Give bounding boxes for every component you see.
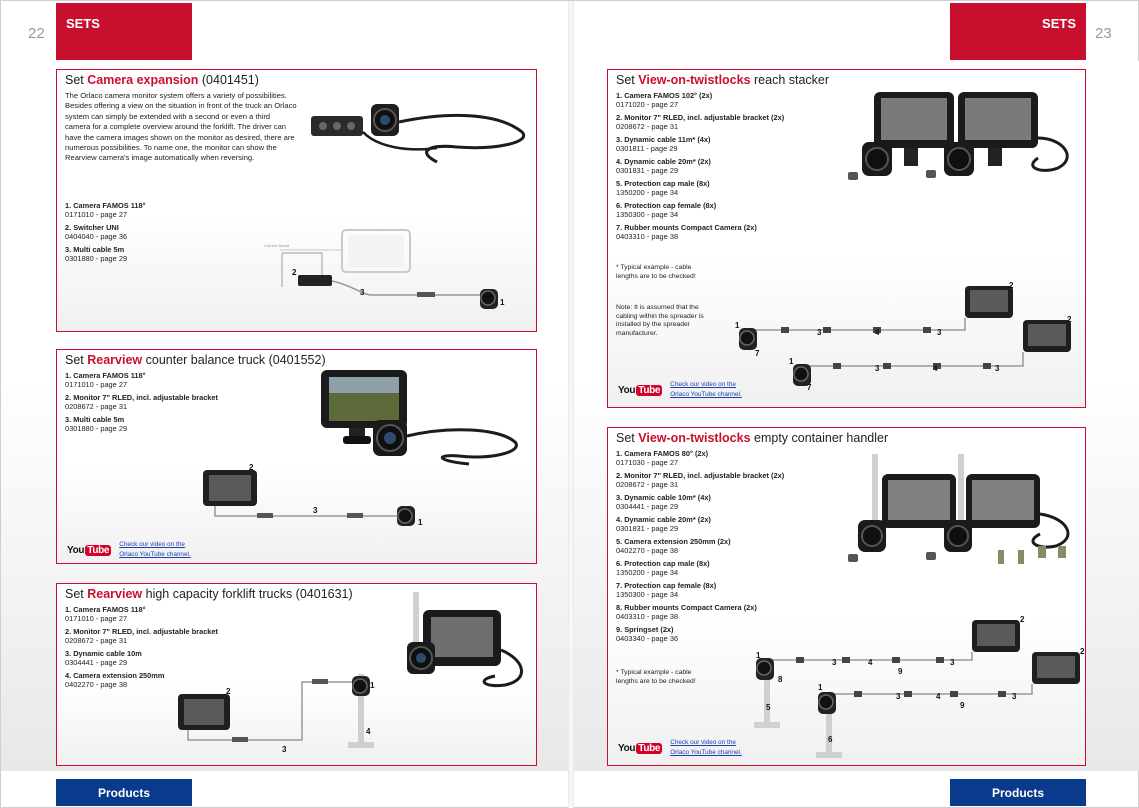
diagram-label: 2 bbox=[226, 687, 231, 696]
youtube-link-text[interactable]: Check our video on the Orlaco YouTube channel. bbox=[670, 739, 742, 756]
part-item: 5. Camera extension 250mm (2x) 0402270 - page 38 bbox=[616, 537, 731, 555]
youtube-link-text[interactable]: Check our video on the Orlaco YouTube channel. bbox=[670, 381, 742, 398]
part-item: 4. Dynamic cable 20m* (2x) 0301831 - page 29 bbox=[616, 515, 711, 533]
diagram-label: 1 bbox=[818, 683, 823, 692]
products-button-left[interactable]: Products bbox=[56, 779, 192, 806]
diagram-label: 3 bbox=[950, 658, 955, 667]
product-photo-monitor-camera-extension bbox=[405, 590, 535, 700]
section-tab-left: SETS bbox=[56, 3, 192, 60]
part-item: 9. Springset (2x) 0403340 - page 36 bbox=[616, 625, 679, 643]
part-item: 1. Camera FAMOS 118° 0171010 - page 27 bbox=[65, 201, 146, 219]
product-photo-dual-monitor-cameras bbox=[848, 88, 1083, 188]
diagram-label: 3 bbox=[937, 328, 942, 337]
part-item: 1. Camera FAMOS 102° (2x) 0171020 - page 27 bbox=[616, 91, 713, 109]
diagram-label: 2 bbox=[1009, 281, 1014, 290]
set-title: Set Camera expansion (0401451) bbox=[65, 73, 259, 87]
wiring-diagram bbox=[197, 462, 437, 532]
diagram-label: 2 bbox=[1080, 647, 1085, 656]
part-item: 6. Protection cap female (8x) 1350300 - page 34 bbox=[616, 201, 717, 219]
set-camera-expansion bbox=[56, 69, 537, 332]
product-photo-switcher-camera bbox=[307, 92, 532, 182]
part-item: 2. Monitor 7" RLED, incl. adjustable bracket 0208672 - page 31 bbox=[65, 393, 218, 411]
diagram-label: 1 bbox=[500, 298, 505, 307]
diagram-label-existing: Current Board bbox=[264, 243, 290, 248]
diagram-label: 2 bbox=[1020, 615, 1025, 624]
youtube-link[interactable] bbox=[618, 738, 742, 758]
set-rearview-high-capacity bbox=[56, 583, 537, 766]
diagram-label: 6 bbox=[828, 735, 833, 744]
part-item: 4. Dynamic cable 20m* (2x) 0301831 - page 29 bbox=[616, 157, 711, 175]
diagram-label: 8 bbox=[778, 675, 783, 684]
diagram-label: 2 bbox=[249, 463, 254, 472]
diagram-label: 1 bbox=[735, 321, 740, 330]
part-item: 8. Rubber mounts Compact Camera (2x) 0403310 - page 38 bbox=[616, 603, 757, 621]
part-item: 4. Camera extension 250mm 0402270 - page 38 bbox=[65, 671, 165, 689]
diagram-label: 7 bbox=[755, 349, 760, 358]
installation-note: Note: It is assumed that the cabling within the spreader is installed by the spreader manufacturer. bbox=[616, 304, 704, 337]
diagram-label: 1 bbox=[418, 518, 423, 527]
set-twistlocks-reach-stacker bbox=[607, 69, 1086, 408]
youtube-logo: You Tube bbox=[618, 384, 661, 396]
part-item: 1. Camera FAMOS 80° (2x) 0171030 - page 27 bbox=[616, 449, 709, 467]
set-title: Set View-on-twistlocks empty container handler bbox=[616, 431, 889, 445]
diagram-label: 5 bbox=[766, 703, 771, 712]
part-item: 2. Switcher UNI 0404040 - page 36 bbox=[65, 223, 128, 241]
products-button-right[interactable]: Products bbox=[950, 779, 1086, 806]
diagram-label: 4 bbox=[366, 727, 371, 736]
footnote: * Typical example - cable lengths are to be checked! bbox=[616, 669, 696, 685]
product-photo-monitor-camera bbox=[319, 368, 529, 468]
part-item: 6. Protection cap male (8x) 1350200 - page 34 bbox=[616, 559, 710, 577]
diagram-label: 3 bbox=[896, 692, 901, 701]
diagram-label: 3 bbox=[1012, 692, 1017, 701]
part-item: 1. Camera FAMOS 118° 0171010 - page 27 bbox=[65, 371, 146, 389]
page-gutter bbox=[568, 1, 574, 808]
set-rearview-counter-balance bbox=[56, 349, 537, 564]
youtube-link[interactable] bbox=[67, 540, 191, 560]
diagram-label: 3 bbox=[313, 506, 318, 515]
parts-list bbox=[65, 371, 218, 437]
wiring-diagram bbox=[172, 674, 412, 759]
diagram-label: 3 bbox=[282, 745, 287, 754]
page-number-right: 23 bbox=[1095, 25, 1112, 42]
youtube-link-text[interactable]: Check our video on the Orlaco YouTube channel. bbox=[119, 541, 191, 558]
diagram-label: 9 bbox=[960, 701, 965, 710]
diagram-label: 3 bbox=[832, 658, 837, 667]
wiring-diagram bbox=[733, 282, 1078, 392]
part-item: 2. Monitor 7" RLED, incl. adjustable bracket (2x) 0208672 - page 31 bbox=[616, 113, 785, 131]
diagram-label: 1 bbox=[789, 357, 794, 366]
section-tab-right: SETS bbox=[950, 3, 1086, 60]
part-item: 3. Multi cable 5m 0301880 - page 29 bbox=[65, 415, 128, 433]
diagram-label: 3 bbox=[995, 364, 1000, 373]
set-title: Set Rearview high capacity forklift trucks (0401631) bbox=[65, 587, 353, 601]
footnote: * Typical example - cable lengths are to be checked! bbox=[616, 264, 696, 280]
part-item: 1. Camera FAMOS 118° 0171010 - page 27 bbox=[65, 605, 146, 623]
diagram-label: 4 bbox=[936, 692, 941, 701]
diagram-label: 2 bbox=[292, 268, 297, 277]
diagram-label: 7 bbox=[807, 383, 812, 392]
set-twistlocks-empty-container bbox=[607, 427, 1086, 766]
diagram-label: 3 bbox=[360, 288, 365, 297]
part-item: 7. Protection cap female (8x) 1350300 - page 34 bbox=[616, 581, 717, 599]
wiring-diagram bbox=[262, 225, 532, 325]
diagram-label: 9 bbox=[898, 667, 903, 676]
page-number-left: 22 bbox=[28, 25, 45, 42]
diagram-label: 4 bbox=[868, 658, 873, 667]
set-description: The Orlaco camera monitor system offers a variety of possibilities. Besides offering a view on the situation in front of the truck an Orlaco system can simply be extended with a second or even a third camera for a complete overview around the forklift. The driver can have the camera images shown on the monitor as desired, there are numerous possibilities. To name one, the monitor can show the Rearview camera's image automatically when reversing. bbox=[65, 91, 297, 163]
part-item: 2. Monitor 7" RLED, incl. adjustable bracket 0208672 - page 31 bbox=[65, 627, 218, 645]
part-item: 2. Monitor 7" RLED, incl. adjustable bracket (2x) 0208672 - page 31 bbox=[616, 471, 785, 489]
set-title: Set View-on-twistlocks reach stacker bbox=[616, 73, 830, 87]
diagram-label: 4 bbox=[875, 328, 880, 337]
parts-list bbox=[65, 201, 146, 267]
diagram-label: 2 bbox=[1067, 315, 1072, 324]
youtube-logo: You Tube bbox=[67, 544, 110, 556]
youtube-logo: You Tube bbox=[618, 742, 661, 754]
diagram-label: 1 bbox=[370, 681, 375, 690]
part-item: 3. Dynamic cable 10m* (4x) 0304441 - page 29 bbox=[616, 493, 711, 511]
product-photo-dual-monitor-springset bbox=[848, 454, 1083, 569]
part-item: 7. Rubber mounts Compact Camera (2x) 0403310 - page 38 bbox=[616, 223, 757, 241]
part-item: 3. Dynamic cable 10m 0304441 - page 29 bbox=[65, 649, 142, 667]
part-item: 3. Multi cable 5m 0301880 - page 29 bbox=[65, 245, 128, 263]
diagram-label: 3 bbox=[875, 364, 880, 373]
set-title: Set Rearview counter balance truck (0401552) bbox=[65, 353, 326, 367]
wiring-diagram bbox=[746, 614, 1086, 764]
parts-list bbox=[616, 91, 784, 245]
diagram-label: 4 bbox=[933, 364, 938, 373]
diagram-label: 3 bbox=[817, 328, 822, 337]
youtube-link[interactable] bbox=[618, 380, 742, 400]
part-item: 5. Protection cap male (8x) 1350200 - page 34 bbox=[616, 179, 710, 197]
diagram-label: 1 bbox=[756, 651, 761, 660]
part-item: 3. Dynamic cable 11m* (4x) 0301811 - page 29 bbox=[616, 135, 711, 153]
